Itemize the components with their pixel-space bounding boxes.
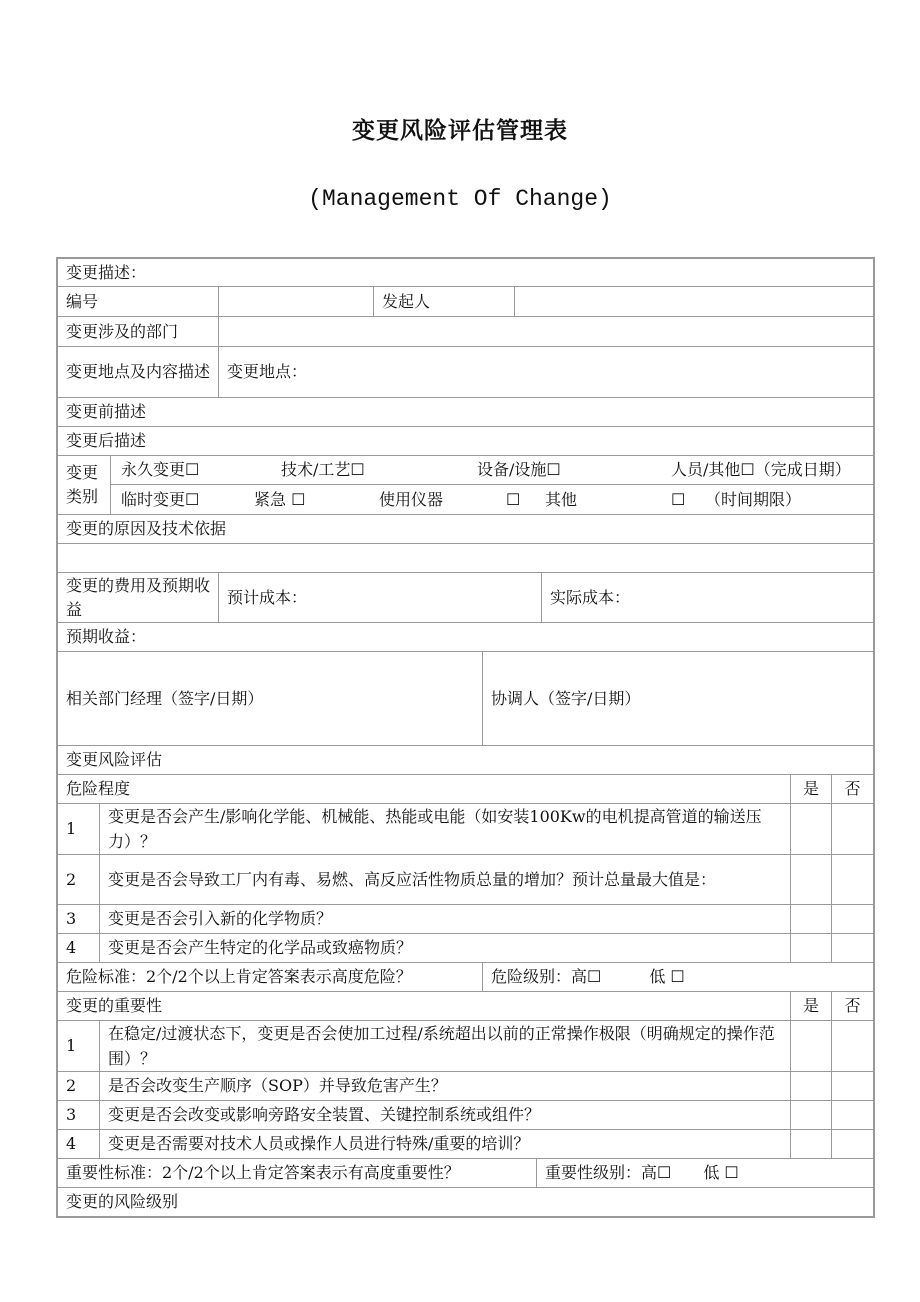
category-label-line1: 变更 [66, 463, 99, 482]
equipment-facility-checkbox[interactable]: 设备/设施☐ [477, 460, 561, 479]
instrument-checkbox[interactable]: ☐ [506, 490, 521, 509]
importance-item-number: 2 [58, 1072, 100, 1101]
importance-level-checkboxes[interactable]: 重要性级别：高☐ 低 ☐ [537, 1159, 873, 1188]
category-row-1 [111, 456, 873, 485]
importance-item-yes-cell[interactable] [791, 1072, 832, 1101]
category-label-line2: 类别 [66, 487, 99, 506]
hazard-item-text: 变更是否会引入新的化学物质？ [100, 905, 791, 934]
location-field[interactable]: 变更地点： [219, 347, 873, 398]
importance-item-text: 是否会改变生产顺序（SOP）并导致危害产生？ [100, 1072, 791, 1101]
hazard-no-header: 否 [832, 775, 873, 804]
importance-item-number: 1 [58, 1021, 100, 1072]
instrument-label: 使用仪器 [379, 490, 444, 509]
importance-item-number: 3 [58, 1101, 100, 1130]
permanent-change-checkbox[interactable]: 永久变更☐ [121, 460, 200, 479]
hazard-item-text: 变更是否会产生特定的化学品或致癌物质？ [100, 934, 791, 963]
category-row-2 [111, 485, 873, 515]
risk-level-field[interactable]: 变更的风险级别 [66, 1192, 179, 1211]
manager-signature-field[interactable]: 相关部门经理（签字/日期） [58, 652, 483, 746]
before-description-field[interactable]: 变更前描述 [58, 398, 873, 427]
importance-item-text: 变更是否需要对技术人员或操作人员进行特殊/重要的培训？ [100, 1130, 791, 1159]
hazard-criteria: 危险标准：2个/2个以上肯定答案表示高度危险？ [58, 963, 483, 992]
importance-header: 变更的重要性 [58, 992, 791, 1021]
initiator-label: 发起人 [374, 287, 515, 317]
reason-label: 变更的原因及技术依据 [58, 515, 873, 544]
number-label: 编号 [58, 287, 219, 317]
importance-item-yes-cell[interactable] [791, 1130, 832, 1159]
hazard-item-no-cell[interactable] [832, 855, 873, 905]
initiator-field[interactable] [515, 287, 873, 317]
temporary-change-checkbox[interactable]: 临时变更☐ [121, 490, 200, 509]
risk-assessment-heading: 变更风险评估 [58, 746, 873, 775]
importance-item-text: 在稳定/过渡状态下，变更是否会使加工过程/系统超出以前的正常操作极限（明确规定的操作范围）？ [100, 1021, 791, 1072]
hazard-item-yes-cell[interactable] [791, 804, 832, 855]
expected-benefit-field[interactable]: 预期收益： [58, 623, 873, 652]
cost-label: 变更的费用及预期收益 [58, 573, 219, 623]
personnel-other-checkbox[interactable]: 人员/其他☐（完成日期） [671, 460, 851, 479]
importance-item-no-cell[interactable] [832, 1130, 873, 1159]
tech-process-checkbox[interactable]: 技术/工艺☐ [281, 460, 365, 479]
hazard-item-number: 1 [58, 804, 100, 855]
hazard-level-checkboxes[interactable]: 危险级别：高☐ 低 ☐ [483, 963, 873, 992]
importance-item-yes-cell[interactable] [791, 1021, 832, 1072]
other-label: 其他 [545, 490, 578, 509]
hazard-item-no-cell[interactable] [832, 804, 873, 855]
hazard-item-no-cell[interactable] [832, 905, 873, 934]
document-title: 变更风险评估管理表 [352, 117, 568, 144]
hazard-degree-header: 危险程度 [58, 775, 791, 804]
departments-label: 变更涉及的部门 [58, 317, 219, 347]
estimated-cost-field[interactable]: 预计成本： [219, 573, 542, 623]
moc-form-table [56, 257, 875, 1218]
actual-cost-field[interactable]: 实际成本： [542, 573, 873, 623]
location-label: 变更地点及内容描述 [58, 347, 219, 398]
after-description-field[interactable]: 变更后描述 [58, 427, 873, 456]
departments-field[interactable] [219, 317, 873, 347]
urgent-checkbox[interactable]: 紧急 ☐ [254, 490, 306, 509]
importance-no-header: 否 [832, 992, 873, 1021]
importance-item-number: 4 [58, 1130, 100, 1159]
number-field[interactable] [219, 287, 374, 317]
hazard-item-number: 2 [58, 855, 100, 905]
importance-item-no-cell[interactable] [832, 1101, 873, 1130]
other-checkbox[interactable]: ☐ [671, 490, 686, 509]
importance-criteria: 重要性标准：2个/2个以上肯定答案表示有高度重要性？ [58, 1159, 537, 1188]
hazard-item-text: 变更是否会产生/影响化学能、机械能、热能或电能（如安装100Kw的电机提高管道的输送压力）？ [100, 804, 791, 855]
document-subtitle: (Management Of Change) [308, 186, 612, 212]
category-label [58, 456, 111, 515]
coordinator-signature-field[interactable]: 协调人（签字/日期） [483, 652, 873, 746]
hazard-item-yes-cell[interactable] [791, 934, 832, 963]
importance-item-no-cell[interactable] [832, 1021, 873, 1072]
hazard-item-number: 3 [58, 905, 100, 934]
change-description-field[interactable]: 变更描述： [58, 259, 873, 287]
importance-yes-header: 是 [791, 992, 832, 1021]
importance-item-no-cell[interactable] [832, 1072, 873, 1101]
importance-item-text: 变更是否会改变或影响旁路安全装置、关键控制系统或组件？ [100, 1101, 791, 1130]
hazard-item-yes-cell[interactable] [791, 855, 832, 905]
hazard-item-no-cell[interactable] [832, 934, 873, 963]
hazard-item-number: 4 [58, 934, 100, 963]
hazard-yes-header: 是 [791, 775, 832, 804]
hazard-item-yes-cell[interactable] [791, 905, 832, 934]
hazard-item-text: 变更是否会导致工厂内有毒、易燃、高反应活性物质总量的增加？预计总量最大值是： [100, 855, 791, 905]
importance-item-yes-cell[interactable] [791, 1101, 832, 1130]
reason-field[interactable] [58, 544, 873, 573]
time-period-label: （时间期限） [705, 490, 802, 509]
